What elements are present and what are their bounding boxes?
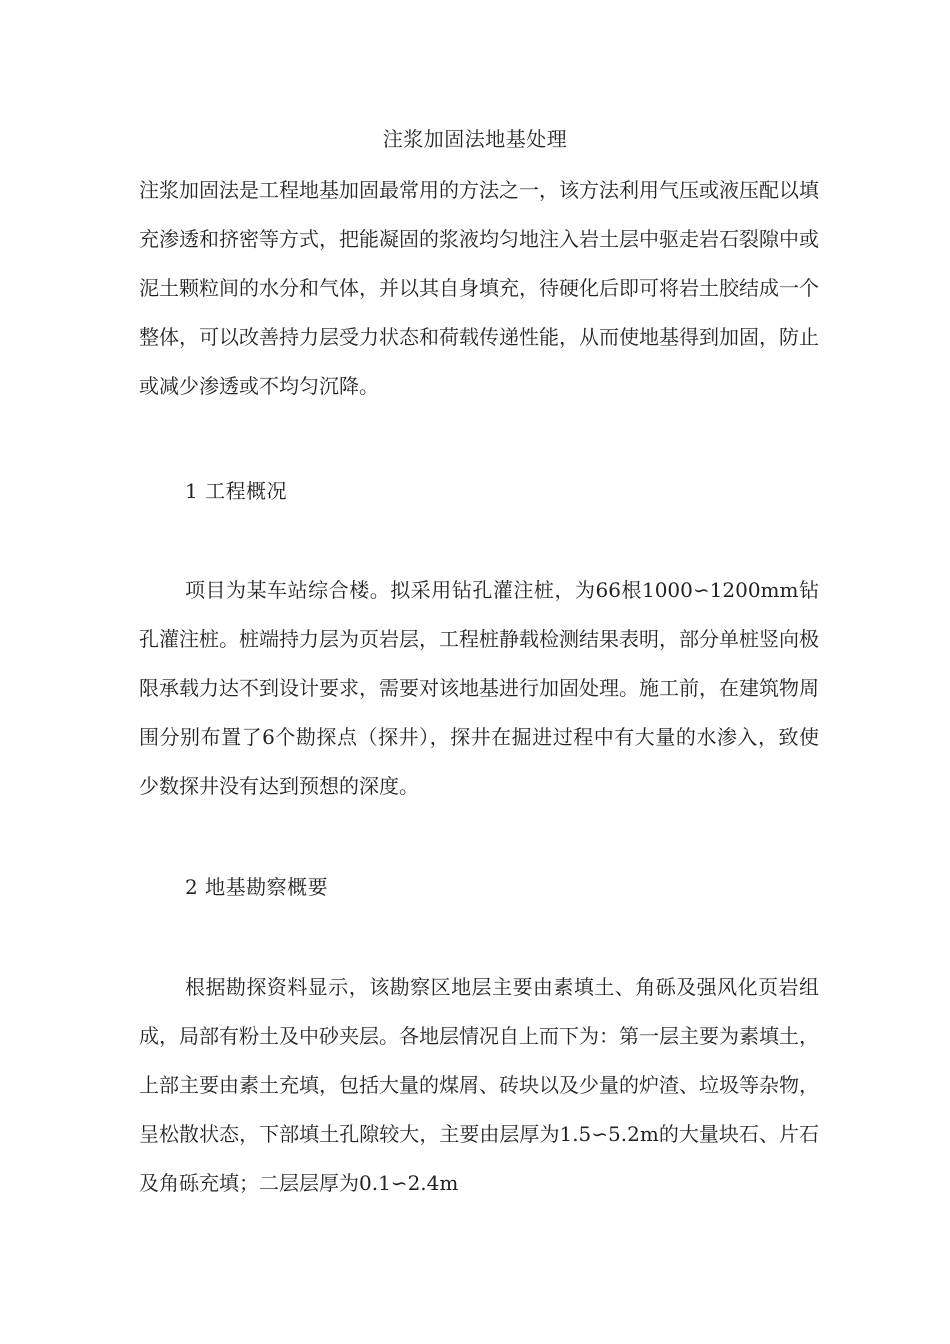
- document-title: 注浆加固法地基处理: [382, 127, 568, 151]
- section-heading-1: 1 工程概况: [185, 479, 288, 503]
- intro-paragraph: 注浆加固法是工程地基加固最常用的方法之一，该方法利用气压或液压配以填充渗透和挤密等方式，把能凝固的浆液均匀地注入岩土层中驱走岩石裂隙中或泥土颗粒间的水分和气体，并以其自身填充，待硬化后即可将岩土胶结成一个整体，可以改善持力层受力状态和荷载传递性能，从而使地基得到加固，防止或减少渗透或不均匀沉降。: [139, 178, 819, 398]
- section-heading-2: 2 地基勘察概要: [185, 875, 329, 899]
- section-1-paragraph: 项目为某车站综合楼。拟采用钻孔灌注桩，为66根1000∽1200mm钻孔灌注桩。桩端持力层为页岩层，工程桩静载检测结果表明，部分单桩竖向极限承载力达不到设计要求，需要对该地基进行加固处理。施工前，在建筑物周围分别布置了6个勘探点（探井），探井在掘进过程中有大量的水渗入，致使少数探井没有达到预想的深度。: [139, 578, 819, 798]
- section-2-paragraph: 根据勘探资料显示，该勘察区地层主要由素填土、角砾及强风化页岩组成，局部有粉土及中砂夹层。各地层情况自上而下为：第一层主要为素填土，上部主要由素土充填，包括大量的煤屑、砖块以及少量的炉渣、垃圾等杂物，呈松散状态，下部填土孔隙较大，主要由层厚为1.5∽5.2m的大量块石、片石及角砾充填；二层层厚为0.1∽2.4m: [139, 975, 819, 1195]
